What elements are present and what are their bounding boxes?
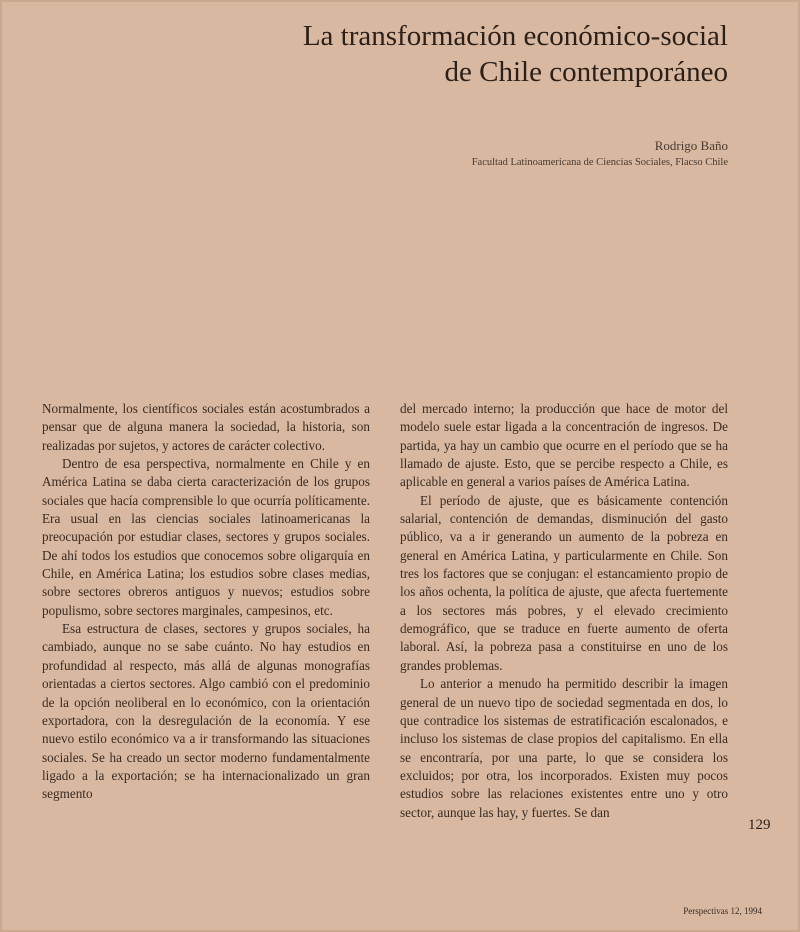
paragraph: El período de ajuste, que es básicamente contención salarial, contención de demandas, disminución del gasto público, va a ir generando un aumento de la pobreza en general en América Latina, y particularmente en Chile. Son tres los factores que se conjugan: el estancamiento propio de los años ochenta, la política de ajuste, que afecta fuertemente a los sectores más pobres, y el elevado crecimiento demográfico, que se traduce en fuerte aumento de oferta laboral. Así, la pobreza pasa a constituirse en uno de los grandes problemas. (400, 492, 728, 673)
paragraph: Dentro de esa perspectiva, normalmente en Chile y en América Latina se daba cierta caracterización de los grupos sociales que hacía comprensible lo que ocurría políticamente. Era usual en las ciencias sociales latinoamericanas la preocupación por estudiar clases, sectores y grupos sociales. De ahí todos los estudios que conocemos sobre oligarquía en Chile, en América Latina; los estudios sobre clases medias, sobre sectores obreros antiguos y nuevos; estudios sobre populismo, sobre sectores marginales, campesinos, etc. (42, 456, 370, 618)
author-affiliation: Facultad Latinoamericana de Ciencias Sociales, Flacso Chile (471, 157, 728, 168)
article-title (208, 18, 728, 90)
paragraph: Lo anterior a menudo ha permitido describir la imagen general de un nuevo tipo de sociedad segmentada en dos, lo que contradice los sistemas de estratificación escalonados, e incluso los sistemas de clase propios del capitalismo. En ella se encontraría, por una parte, lo que se considera los excluidos; por otra, los incorporados. Existen muy pocos estudios sobre las relaciones existentes entre uno y otro sector, aunque las hay, y fuertes. Se dan (400, 676, 728, 820)
text-column-right (400, 400, 728, 822)
article-title-line-1: La transformación económico-social (302, 20, 728, 52)
article-title-line-2: de Chile contemporáneo (444, 56, 728, 88)
text-column-left (42, 400, 370, 804)
author-name: Rodrigo Baño (654, 138, 728, 153)
paragraph: Normalmente, los científicos sociales están acostumbrados a pensar que de alguna manera la sociedad, la historia, son realizadas por sujetos, y actores de carácter colectivo. (42, 401, 370, 453)
page-number: 129 (748, 817, 771, 833)
paragraph: del mercado interno; la producción que hace de motor del modelo suele estar ligada a la concentración de ingresos. De partida, ya hay un cambio que ocurre en el período que se ha llamado de ajuste. Esto, que se percibe respecto a Chile, es aplicable en general a varios países de América Latina. (400, 401, 728, 490)
journal-footer: Perspectivas 12, 1994 (683, 906, 762, 916)
document-page (2, 2, 798, 930)
paragraph: Esa estructura de clases, sectores y grupos sociales, ha cambiado, aunque no se sabe cuánto. No hay estudios en profundidad al respecto, más allá de algunas monografías orientadas a ciertos sectores. Algo cambió con el predominio de la opción neoliberal en lo económico, con la orientación exportadora, con la desregulación de la economía. Y ese nuevo estilo económico va a ir transformando las situaciones sociales. Se ha creado un sector moderno fundamentalmente ligado a la exportación; se ha internacionalizado un gran segmento (42, 621, 370, 802)
